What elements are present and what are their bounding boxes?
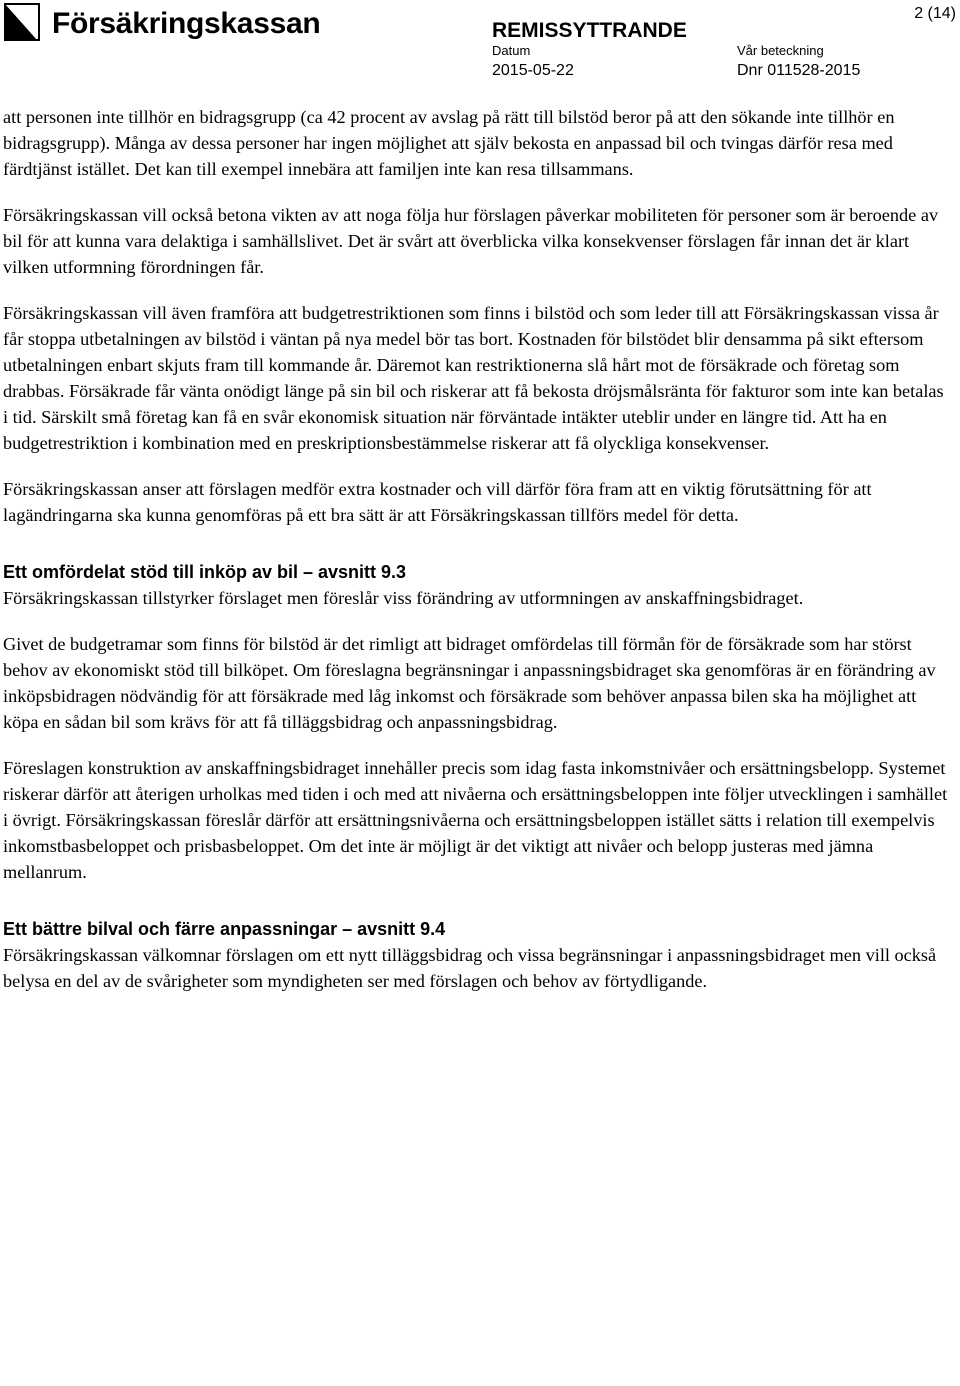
paragraph: Försäkringskassan tillstyrker förslaget men föreslår viss förändring av utformningen av anskaffningsbidraget. — [3, 588, 804, 608]
reference-value: Dnr 011528-2015 — [737, 62, 861, 79]
paragraph: Försäkringskassan vill även framföra att budgetrestriktionen som finns i bilstöd och som leder till att Försäkringskassan vissa år får stoppa utbetalningen av bilstöd i väntan på nya medel bör tas bort. Kostnaden för bilstödet blir densamma på sikt eftersom utbetalningen enbart skjuts fram till kommande år. Däremot kan restriktionerna slå hårt mot de försäkrade och företag som drabbas. Försäkrade får vänta onödigt länge på sin bil och riskerar att få bekosta dröjsmålsränta för fakturor som inte kan betalas i tid. Särskilt små företag kan få en svår ekonomisk situation när förväntade intäkter uteblir under en längre tid. Att ha en budgetrestriktion i kombination med en preskriptionsbestämmelse riskerar att få olyckliga konsekvenser. — [3, 303, 944, 453]
paragraph: Försäkringskassan välkomnar förslagen om ett nytt tilläggsbidrag och vissa begränsningar i anpassningsbidraget men vill också belysa en del av de svårigheter som myndigheten ser med förslagen och behov av förtydligande. — [3, 945, 937, 991]
forsakringskassan-logo-icon — [4, 3, 40, 41]
paragraph: Försäkringskassan anser att förslagen medför extra kostnader och vill därför föra fram att en viktig förutsättning för att lagändringarna ska kunna genomföras på ett bra sätt är att Försäkringskassan tillförs medel för detta. — [3, 479, 872, 525]
logo-wordmark: Försäkringskassan — [52, 7, 321, 40]
section-heading: Ett omfördelat stöd till inköp av bil – avsnitt 9.3 — [3, 562, 407, 582]
date-label: Datum — [492, 43, 531, 58]
reference-label: Vår beteckning — [737, 43, 824, 58]
document-body — [3, 104, 953, 1014]
page-number: 2 (14) — [914, 5, 956, 22]
paragraph: Försäkringskassan vill också betona vikten av att noga följa hur förslagen påverkar mobiliteten för personer som är beroende av bil för att kunna vara delaktiga i samhällslivet. Det är svårt att överblicka vilka konsekvenser förslagen får innan det är klart vilken utformning förordningen får. — [3, 205, 939, 277]
date-value: 2015-05-22 — [492, 62, 574, 79]
document-type: REMISSYTTRANDE — [492, 19, 687, 42]
paragraph: Givet de budgetramar som finns för bilstöd är det rimligt att bidraget omfördelas till förmån för de försäkrade som har störst behov av ekonomiskt stöd till bilköpet. Om föreslagna begränsningar i anpassningsbidraget ska genomföras är en förändring av inköpsbidragen nödvändig för att försäkrade med låg inkomst och försäkrade som behöver anpassa bilen ska ha möjlighet att köpa en sådan bil som krävs för att få tilläggsbidrag och anpassningsbidrag. — [3, 634, 936, 732]
section-heading: Ett bättre bilval och färre anpassningar – avsnitt 9.4 — [3, 919, 446, 939]
paragraph: att personen inte tillhör en bidragsgrupp (ca 42 procent av avslag på rätt till bilstöd beror på att den sökande inte tillhör en bidragsgrupp). Många av dessa personer har ingen möjlighet att själv bekosta en anpassad bil och tvingas därför resa med färdtjänst istället. Det kan till exempel innebära att familjen inte kan resa tillsammans. — [3, 107, 895, 179]
paragraph: Föreslagen konstruktion av anskaffningsbidraget innehåller precis som idag fasta inkomstnivåer och ersättningsbelopp. Systemet riskerar därför att återigen urholkas med tiden i och med att nivåerna och ersättningsbeloppen inte följer utvecklingen i samhället i övrigt. Försäkringskassan föreslår därför att ersättningsnivåerna och ersättningsbeloppen istället sätts i relation till exempelvis inkomstbasbeloppet och prisbasbeloppet. Om det inte är möjligt är det viktigt att nivåer och belopp justeras med jämna mellanrum. — [3, 758, 948, 882]
page-header — [0, 0, 960, 86]
